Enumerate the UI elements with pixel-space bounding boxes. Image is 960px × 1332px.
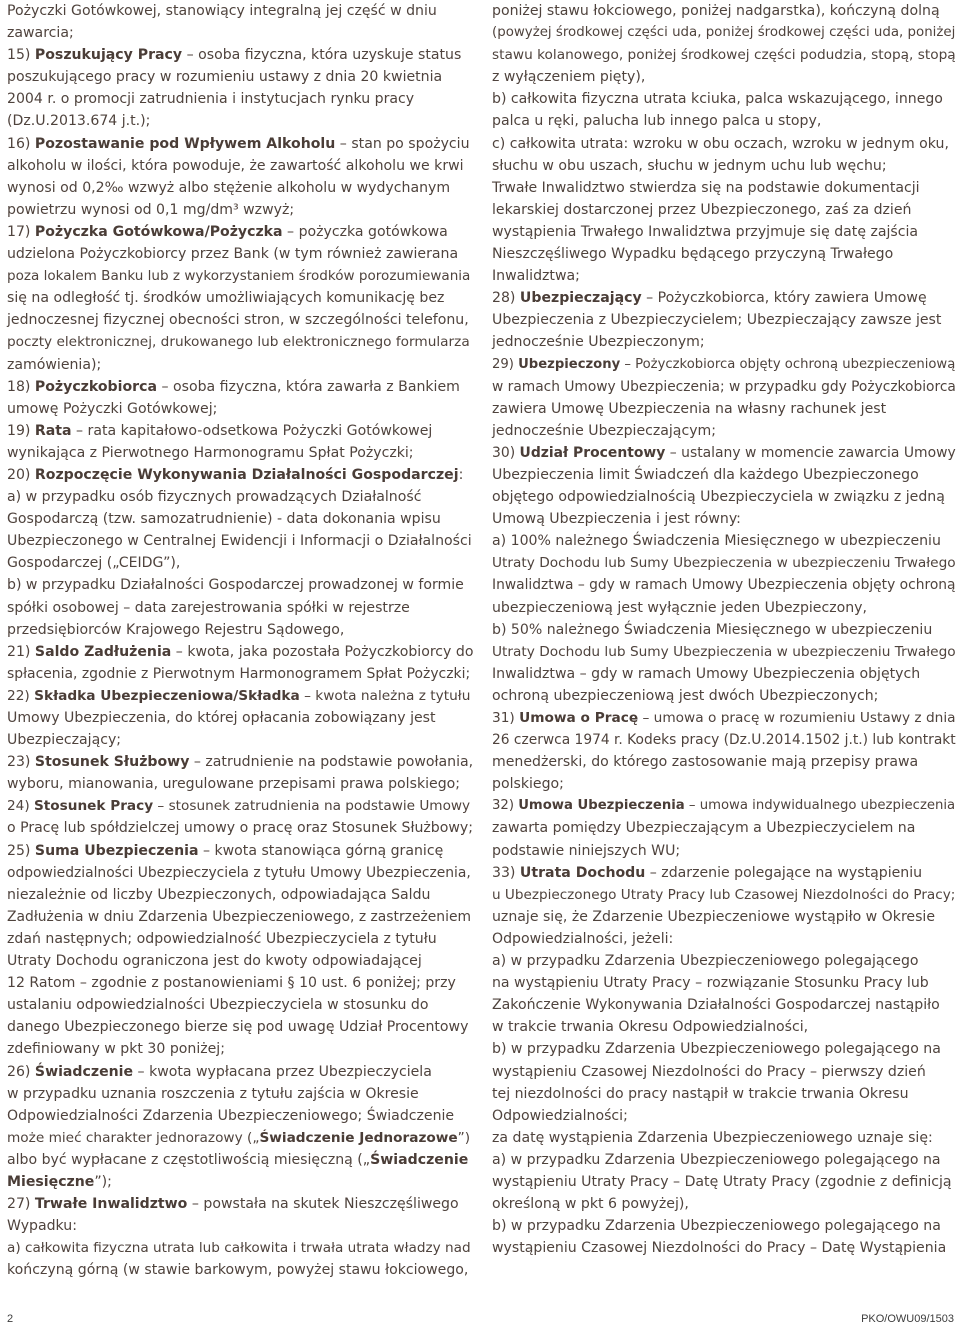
defined-term: Świadczenie	[34, 1063, 134, 1080]
text-run: niezależnie od liczby Ubezpieczonych, odpowiadająca Saldu	[7, 886, 431, 903]
text-run: polskiego;	[492, 776, 564, 793]
text-line	[7, 972, 473, 994]
text-line	[492, 817, 958, 839]
text-run: alkoholu w ilości, która powoduje, że zawartość alkoholu we krwi	[7, 157, 464, 174]
text-line	[492, 22, 958, 44]
text-run: a) całkowita fizyczna utrata lub całkowita i trwała utrata władzy nad	[7, 1240, 471, 1257]
text-run: 18)	[7, 378, 35, 395]
text-line	[492, 88, 958, 110]
text-run: 32)	[492, 798, 519, 814]
text-line	[492, 972, 958, 994]
text-line	[492, 1016, 958, 1038]
text-run: ubezpieczeniową jest wyłącznie jeden Ubezpieczony,	[492, 599, 868, 616]
text-line	[492, 530, 958, 552]
text-line	[7, 265, 473, 287]
text-line	[7, 751, 473, 773]
text-run: słuchu w obu uszach, słuchu w jednym uchu lub węchu;	[492, 157, 887, 174]
text-run: – umowa o pracę w rozumieniu Ustawy z dnia	[638, 710, 956, 726]
text-line	[7, 950, 473, 972]
text-run: na wystąpieniu Utraty Pracy – rozwiązanie Stosunku Pracy lub	[492, 975, 929, 992]
text-line	[7, 840, 473, 862]
text-run: zawiera Umowę Ubezpieczenia na własny rachunek jest	[492, 400, 887, 417]
right-text-column	[492, 0, 958, 1259]
text-run: a) w przypadku Zdarzenia Ubezpieczeniowego polegającego na	[492, 1151, 941, 1168]
text-run: u Ubezpieczonego Utraty Pracy lub Czasowej Niezdolności do Pracy;	[492, 886, 956, 903]
text-run: spółki osobowej – data zarejestrowania spółki w rejestrze	[7, 599, 410, 616]
text-run: wystąpieniu Utraty Pracy – Datę Utraty Pracy (zgodnie z definicją	[492, 1173, 952, 1190]
text-run: b) 50% należnego Świadczenia Miesięcznego w ubezpieczeniu	[492, 621, 933, 638]
text-line	[492, 331, 958, 353]
text-run: 2004 r. o promocji zatrudnienia i instytucjach rynku pracy	[7, 91, 415, 108]
text-run: 33)	[492, 864, 520, 881]
text-run: Odpowiedzialności Zdarzenia Ubezpieczeniowego; Świadczenie	[7, 1107, 455, 1124]
defined-term: Świadczenie Jednorazowe	[259, 1129, 458, 1146]
text-run: Utraty Dochodu ograniczona jest do kwoty odpowiadającej	[7, 953, 422, 970]
text-run: odpowiedzialności Ubezpieczyciela z tytułu Umowy Ubezpieczenia,	[7, 864, 471, 881]
defined-term: Pożyczka Gotówkowa/Pożyczka	[34, 223, 283, 240]
text-line	[492, 729, 958, 751]
text-run: jednocześnie Ubezpieczającym;	[492, 422, 717, 439]
text-run: jednoczesnej fizycznej obecności stron, w szczególności telefonu,	[7, 312, 469, 329]
text-line	[7, 1259, 473, 1281]
text-line	[492, 574, 958, 596]
text-line	[7, 817, 473, 839]
defined-term: Rata	[34, 422, 72, 439]
text-line	[7, 685, 473, 707]
text-line	[7, 729, 473, 751]
text-run: Utraty Dochodu lub Sumy Ubezpieczenia w ubezpieczeniu Trwałego	[492, 643, 956, 660]
text-run: lekarskiej dostarczonej przez Ubezpieczonego, zaś za dzień	[492, 201, 912, 218]
text-run: Pożyczki Gotówkowej, stanowiący integralną jej część w dniu	[7, 3, 437, 19]
text-run: 24)	[7, 798, 34, 815]
text-run: poza lokalem Banku lub z wykorzystaniem środków porozumiewania	[7, 268, 471, 285]
text-run: ”);	[94, 1173, 112, 1190]
text-run: Inwalidztwa;	[492, 268, 580, 285]
defined-term: Ubezpieczony	[518, 356, 621, 372]
text-line	[7, 663, 473, 685]
text-run: – kwota należna z tytułu	[299, 687, 471, 704]
text-line	[492, 287, 958, 309]
text-run: 31)	[492, 710, 520, 726]
text-run: Inwalidztwa – gdy w ramach Umowy Ubezpieczenia objętych	[492, 665, 921, 682]
defined-term: Utrata Dochodu	[519, 864, 646, 881]
text-run: Gospodarczą (tzw. samozatrudnienie) - data dokonania wpisu	[7, 511, 441, 528]
text-run: udzielona Pożyczkobiorcy przez Bank (w tym również zawierana	[7, 246, 459, 263]
text-line	[7, 1149, 473, 1171]
text-run: – zdarzenie polegające na wystąpieniu	[645, 864, 923, 881]
text-run: 20)	[7, 466, 35, 483]
text-run: objętego odpowiedzialnością Ubezpieczyciela w związku z jedną	[492, 489, 945, 506]
text-run: Ubezpieczenia z Ubezpieczycielem; Ubezpieczający zawsze jest	[492, 312, 942, 329]
text-line	[7, 1171, 473, 1193]
text-run: wynikająca z Pierwotnego Harmonogramu Spłat Pożyczki;	[7, 444, 414, 461]
text-run: 23)	[7, 754, 35, 771]
text-line	[7, 1016, 473, 1038]
defined-term: Trwałe Inwalidztwo	[34, 1196, 188, 1213]
text-run: 19)	[7, 422, 35, 439]
text-run: podstawie niniejszych WU;	[492, 842, 681, 859]
text-run: c) całkowita utrata: wzroku w obu oczach, wzroku w jednym oku,	[492, 135, 949, 152]
text-line	[7, 906, 473, 928]
text-line	[7, 199, 473, 221]
text-run: poszukującego pracy w rozumieniu ustawy z dnia 20 kwietnia	[7, 69, 443, 86]
text-line	[7, 0, 473, 22]
text-line	[492, 641, 958, 663]
defined-term: Saldo Zadłużenia	[34, 643, 172, 660]
text-line	[492, 707, 958, 729]
text-run: 12 Ratom – zgodnie z postanowieniami § 10 ust. 6 poniżej; przy	[7, 975, 456, 992]
defined-term: Składka Ubezpieczeniowa/Składka	[34, 687, 300, 704]
text-run: 17)	[7, 223, 35, 240]
text-line	[7, 287, 473, 309]
text-line	[492, 773, 958, 795]
text-line	[492, 994, 958, 1016]
text-line	[492, 685, 958, 707]
text-line	[7, 928, 473, 950]
text-run: się na odległość tj. środków umożliwiających komunikację bez	[7, 290, 445, 307]
text-line	[7, 619, 473, 641]
text-line	[7, 884, 473, 906]
text-line	[7, 597, 473, 619]
text-run: Zakończenie Wykonywania Działalności Gospodarczej nastąpiło	[492, 997, 940, 1014]
text-run: – stosunek zatrudnienia na podstawie Umowy	[153, 798, 471, 815]
text-run: spłacenia, zgodnie z Pierwotnym Harmonogramem Spłat Pożyczki;	[7, 665, 471, 682]
text-run: – osoba fizyczna, która uzyskuje status	[182, 47, 462, 64]
left-text-column	[7, 0, 473, 1281]
text-line	[7, 1193, 473, 1215]
text-run: przedsiębiorców Krajowego Rejestru Sądowego,	[7, 621, 345, 638]
text-run: Umową Ubezpieczenia i jest równy:	[492, 511, 741, 528]
text-run: stawu kolanowego, poniżej środkowej części podudzia, stopą, stopą	[492, 47, 956, 64]
text-run: ustalaniu odpowiedzialności Ubezpieczyciela w stosunku do	[7, 997, 429, 1014]
text-line	[492, 597, 958, 619]
text-line	[7, 398, 473, 420]
defined-term: Stosunek Pracy	[33, 798, 154, 815]
text-run: palca u ręki, palucha lub innego palca u stopy,	[492, 113, 822, 130]
text-run: wyboru, mianowania, uregulowane przepisami prawa polskiego;	[7, 776, 461, 793]
text-line	[7, 376, 473, 398]
text-run: – kwota stanowiąca górną granicę	[198, 842, 444, 859]
text-line	[492, 928, 958, 950]
text-run: wystąpieniu Czasowej Niezdolności do Pracy – pierwszy dzień	[492, 1063, 926, 1080]
text-line	[492, 950, 958, 972]
text-line	[7, 464, 473, 486]
text-run: 27)	[7, 1196, 35, 1213]
text-run: w ramach Umowy Ubezpieczenia; w przypadku gdy Pożyczkobiorca	[492, 378, 956, 395]
text-run: zdefiniowany w pkt 30 poniżej;	[7, 1041, 225, 1058]
text-line	[7, 1083, 473, 1105]
text-run: – zatrudnienie na podstawie powołania,	[189, 754, 474, 771]
text-run: – osoba fizyczna, która zawarła z Bankiem	[156, 378, 460, 395]
text-line	[492, 1105, 958, 1127]
text-line	[492, 751, 958, 773]
text-run: poniżej stawu łokciowego, poniżej nadgarstka), kończyną dolną	[492, 3, 940, 19]
text-line	[492, 398, 958, 420]
text-line	[7, 994, 473, 1016]
text-run: zdań następnych; odpowiedzialność Ubezpieczyciela z tytułu	[7, 930, 437, 947]
text-run: może mieć charakter jednorazowy („	[7, 1129, 260, 1146]
text-line	[492, 442, 958, 464]
defined-term: Poszukujący Pracy	[34, 47, 183, 64]
text-line	[492, 265, 958, 287]
text-run: danego Ubezpieczonego bierze się pod uwagę Udział Procentowy	[7, 1019, 469, 1036]
text-run: a) 100% należnego Świadczenia Miesięcznego w ubezpieczeniu	[492, 533, 941, 550]
text-run: w trakcie trwania Okresu Odpowiedzialności,	[492, 1019, 809, 1036]
text-run: – kwota, jaka pozostała Pożyczkobiorcy do	[171, 643, 474, 660]
text-run: 30)	[492, 444, 520, 461]
text-line	[492, 199, 958, 221]
text-run: 26)	[7, 1063, 35, 1080]
text-run: jednocześnie Ubezpieczonym;	[492, 334, 705, 351]
text-line	[7, 641, 473, 663]
text-line	[492, 619, 958, 641]
text-run: 26 czerwca 1974 r. Kodeks pracy (Dz.U.2014.1502 j.t.) lub kontrakt	[492, 732, 956, 749]
text-line	[7, 442, 473, 464]
text-run: z wyłączeniem pięty),	[492, 69, 646, 86]
text-line	[7, 486, 473, 508]
text-run: Wypadku:	[7, 1218, 77, 1235]
text-line	[492, 552, 958, 574]
text-run: Umowy Ubezpieczenia, do której opłacania zobowiązany jest	[7, 710, 436, 726]
text-run: Ubezpieczenia limit Świadczeń dla każdego Ubezpieczonego	[492, 466, 919, 483]
text-line	[7, 530, 473, 552]
defined-term: Pożyczkobiorca	[34, 378, 157, 395]
text-line	[7, 177, 473, 199]
text-run: – pożyczka gotówkowa	[282, 223, 448, 240]
text-run: określoną w pkt 6 powyżej),	[492, 1196, 689, 1213]
text-line	[7, 354, 473, 376]
text-run: Nieszczęśliwego Wypadku będącego przyczyną Trwałego	[492, 246, 894, 263]
text-line	[7, 22, 473, 44]
text-line	[492, 1215, 958, 1237]
text-line	[492, 795, 958, 817]
text-run: 15)	[7, 47, 35, 64]
text-run: :	[458, 466, 464, 483]
text-line	[7, 44, 473, 66]
text-run: – rata kapitałowo-odsetkowa Pożyczki Gotówkowej	[71, 422, 433, 439]
text-line	[7, 221, 473, 243]
text-run: b) w przypadku Zdarzenia Ubezpieczeniowego polegającego na	[492, 1041, 941, 1058]
text-run: Trwałe Inwalidztwo stwierdza się na podstawie dokumentacji	[492, 179, 920, 196]
text-run: umowę Pożyczki Gotówkowej;	[7, 400, 218, 417]
text-line	[7, 1127, 473, 1149]
text-line	[492, 840, 958, 862]
text-line	[492, 0, 958, 22]
defined-term: Stosunek Służbowy	[34, 754, 190, 771]
text-run: (Dz.U.2013.674 j.t.);	[7, 113, 151, 130]
document-code: PKO/OWU09/1503	[861, 1313, 954, 1325]
text-line	[7, 862, 473, 884]
text-run: – ustalany w momencie zawarcia Umowy	[665, 444, 956, 461]
text-run: 25)	[7, 842, 35, 859]
page-number: 2	[7, 1313, 14, 1325]
text-run: – powstała na skutek Nieszczęśliwego	[187, 1196, 459, 1213]
text-run: Ubezpieczonego w Centralnej Ewidencji i Informacji o Działalności	[7, 533, 472, 550]
defined-term: Umowa o Pracę	[519, 710, 639, 726]
text-line	[7, 88, 473, 110]
text-run: poczty elektronicznej, drukowanego lub elektronicznego formularza	[7, 334, 470, 351]
text-line	[7, 1038, 473, 1060]
text-run: b) w przypadku Działalności Gospodarczej prowadzonej w formie	[7, 577, 464, 594]
text-run: w przypadku uznania roszczenia z tytułu zajścia w Okresie	[7, 1085, 419, 1102]
text-line	[492, 1149, 958, 1171]
text-run: wynosi od 0,2‰ wzwyż albo stężenie alkoholu w wydychanym	[7, 179, 451, 196]
text-run: Zadłużenia w dniu Zdarzenia Ubezpieczeniowego, z zastrzeżeniem	[7, 908, 472, 925]
text-line	[7, 133, 473, 155]
defined-term: Ubezpieczający	[519, 290, 642, 307]
text-run: powietrzu wynosi od 0,1 mg/dm³ wzwyż;	[7, 201, 295, 218]
text-line	[492, 663, 958, 685]
text-line	[7, 1237, 473, 1259]
defined-term: Udział Procentowy	[519, 444, 666, 461]
text-run: b) w przypadku Zdarzenia Ubezpieczeniowego polegającego na	[492, 1218, 941, 1235]
defined-term: Rozpoczęcie Wykonywania Działalności Gospodarczej	[34, 466, 459, 483]
text-line	[492, 1127, 958, 1149]
text-line	[492, 155, 958, 177]
text-run: za datę wystąpienia Zdarzenia Ubezpieczeniowego uznaje się:	[492, 1129, 933, 1146]
text-line	[7, 420, 473, 442]
text-line	[492, 862, 958, 884]
text-run: kończyną górną (w stawie barkowym, powyżej stawu łokciowego,	[7, 1262, 469, 1279]
text-line	[492, 464, 958, 486]
text-run: 22)	[7, 687, 35, 704]
text-line	[492, 508, 958, 530]
text-run: menedżerski, do którego zastosowanie mają przepisy prawa	[492, 754, 919, 771]
text-line	[492, 884, 958, 906]
text-line	[7, 795, 473, 817]
text-line	[492, 221, 958, 243]
text-line	[7, 66, 473, 88]
text-line	[7, 243, 473, 265]
text-run: Gospodarczej („CEIDG”),	[7, 555, 181, 572]
text-line	[492, 110, 958, 132]
text-line	[492, 1237, 958, 1259]
text-line	[492, 1038, 958, 1060]
text-run: 29)	[492, 356, 519, 372]
defined-term: Świadczenie	[370, 1151, 469, 1168]
text-run: Odpowiedzialności, jeżeli:	[492, 930, 674, 947]
text-line	[7, 552, 473, 574]
text-run: o Pracę lub spółdzielczej umowy o pracę oraz Stosunek Służbowy;	[7, 820, 473, 837]
text-line	[7, 331, 473, 353]
text-run: uznaje się, że Zdarzenie Ubezpieczeniowe wystąpiło w Okresie	[492, 908, 936, 925]
text-run: zamówienia);	[7, 356, 102, 373]
defined-term: Miesięczne	[7, 1173, 95, 1190]
text-run: ”)	[457, 1129, 471, 1146]
text-run: zawarcia;	[7, 25, 74, 42]
text-run: (powyżej środkowej części uda, poniżej środkowej części uda, poniżej	[492, 25, 956, 41]
text-line	[492, 243, 958, 265]
text-run: b) całkowita fizyczna utrata kciuka, palca wskazującego, innego	[492, 91, 943, 108]
text-run: 21)	[7, 643, 35, 660]
text-line	[492, 1171, 958, 1193]
text-line	[7, 574, 473, 596]
text-line	[492, 309, 958, 331]
text-run: 28)	[492, 290, 520, 307]
text-line	[7, 707, 473, 729]
text-line	[7, 508, 473, 530]
text-line	[492, 354, 958, 376]
text-run: a) w przypadku osób fizycznych prowadzących Działalność	[7, 489, 422, 506]
text-line	[492, 906, 958, 928]
text-line	[492, 1193, 958, 1215]
text-line	[492, 1083, 958, 1105]
text-line	[7, 309, 473, 331]
defined-term: Suma Ubezpieczenia	[34, 842, 199, 859]
text-line	[492, 66, 958, 88]
text-run: zawarta pomiędzy Ubezpieczającym a Ubezpieczycielem na	[492, 820, 916, 837]
text-line	[7, 773, 473, 795]
text-line	[492, 486, 958, 508]
text-run: – kwota wypłacana przez Ubezpieczyciela	[133, 1063, 432, 1080]
defined-term: Umowa Ubezpieczenia	[518, 798, 685, 814]
text-line	[492, 1061, 958, 1083]
text-line	[7, 1215, 473, 1237]
text-line	[7, 1061, 473, 1083]
text-line	[492, 376, 958, 398]
text-line	[7, 110, 473, 132]
text-line	[7, 1105, 473, 1127]
text-run: – Pożyczkobiorca objęty ochroną ubezpieczeniową	[620, 356, 956, 372]
text-run: – Pożyczkobiorca, który zawiera Umowę	[641, 290, 927, 307]
text-run: a) w przypadku Zdarzenia Ubezpieczeniowego polegającego	[492, 953, 919, 970]
text-run: albo być wypłacane z częstotliwością miesięczną („	[7, 1151, 371, 1168]
text-run: Odpowiedzialności;	[492, 1107, 628, 1124]
text-run: – umowa indywidualnego ubezpieczenia	[684, 798, 956, 814]
text-run: ochroną ubezpieczeniową jest dwóch Ubezpieczonych;	[492, 687, 879, 704]
text-line	[7, 155, 473, 177]
text-run: wystąpieniu Czasowej Niezdolności do Pracy – Datę Wystąpienia	[492, 1240, 947, 1257]
text-line	[492, 177, 958, 199]
text-line	[492, 44, 958, 66]
text-run: Inwalidztwa – gdy w ramach Umowy Ubezpieczenia objęty ochroną	[492, 577, 956, 594]
text-run: Utraty Dochodu lub Sumy Ubezpieczenia w ubezpieczeniu Trwałego	[492, 555, 956, 572]
text-run: – stan po spożyciu	[335, 135, 470, 152]
text-line	[492, 133, 958, 155]
defined-term: Pozostawanie pod Wpływem Alkoholu	[34, 135, 336, 152]
text-run: wystąpienia Trwałego Inwalidztwa przyjmuje się datę zajścia	[492, 223, 919, 240]
text-line	[492, 420, 958, 442]
text-run: Ubezpieczający;	[7, 732, 122, 749]
text-run: 16)	[7, 135, 35, 152]
text-run: tej niezdolności do pracy nastąpił w trakcie trwania Okresu	[492, 1085, 909, 1102]
